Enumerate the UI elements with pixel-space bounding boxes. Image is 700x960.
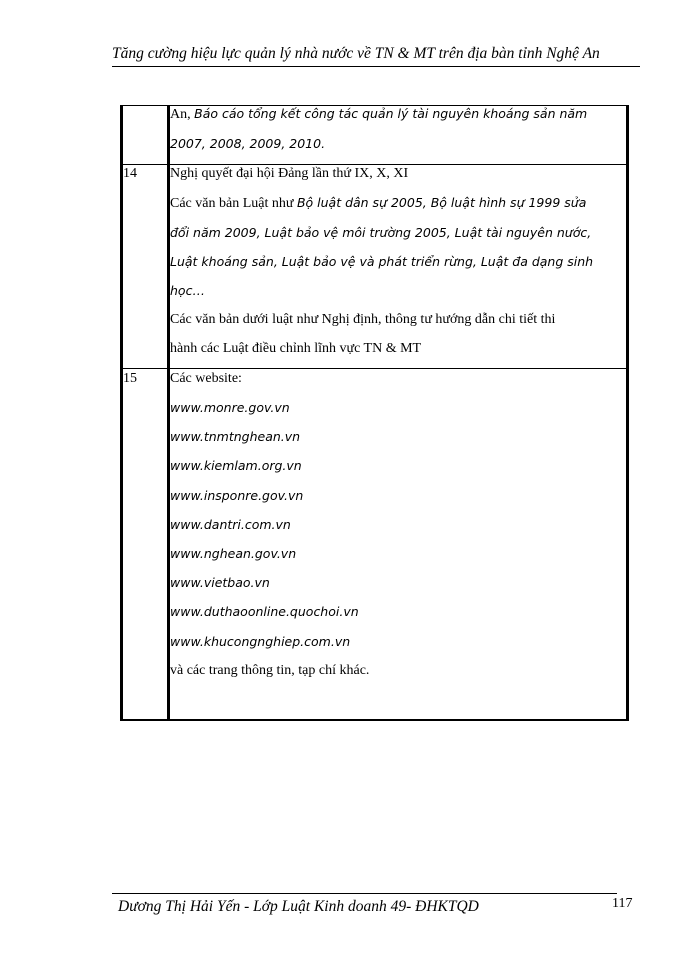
website-item: www.dantri.com.vn — [170, 517, 291, 532]
row14-laws-line4: học… — [170, 283, 205, 298]
row13-lead: An, — [170, 107, 191, 122]
website-item: www.duthaoonline.quochoi.vn — [170, 604, 359, 619]
website-item: www.monre.gov.vn — [170, 400, 290, 415]
footer-rule — [112, 893, 617, 894]
row14-laws-list: Bộ luật dân sự 2005, Bộ luật hình sự 1999 sửa — [296, 195, 587, 210]
table-border-left — [120, 105, 123, 721]
row14-laws-line1 — [170, 195, 586, 212]
row13-years: 2007, 2008, 2009, 2010. — [170, 136, 326, 151]
footer-author: Dương Thị Hải Yến - Lớp Luật Kinh doanh 49- ĐHKTQD — [118, 898, 479, 915]
website-item: www.vietbao.vn — [170, 575, 270, 590]
table-border-right — [626, 105, 629, 721]
row15-number: 15 — [123, 371, 137, 386]
row-divider — [120, 164, 629, 165]
row14-laws-lead: Các văn bản Luật như — [170, 196, 294, 211]
running-header: Tăng cường hiệu lực quản lý nhà nước về TN & MT trên địa bàn tỉnh Nghệ An — [112, 45, 600, 62]
row14-sublaw-line1: Các văn bản dưới luật như Nghị định, thông tư hướng dẫn chi tiết thi — [170, 312, 556, 327]
row14-sublaw-line2: hành các Luật điều chỉnh lĩnh vực TN & MT — [170, 341, 422, 356]
row14-number: 14 — [123, 166, 137, 181]
row14-resolution: Nghị quyết đại hội Đảng lần thứ IX, X, XI — [170, 166, 409, 181]
website-item: www.kiemlam.org.vn — [170, 458, 302, 473]
row-divider — [120, 368, 629, 369]
row14-laws-line2: đổi năm 2009, Luật bảo vệ môi trường 2005, Luật tài nguyên nước, — [170, 225, 592, 240]
website-item: www.insponre.gov.vn — [170, 488, 304, 503]
website-item: www.nghean.gov.vn — [170, 546, 297, 561]
page-number: 117 — [612, 896, 633, 911]
website-item: www.tnmtnghean.vn — [170, 429, 301, 444]
row13-line1 — [170, 106, 587, 123]
row14-laws-line3: Luật khoáng sản, Luật bảo vệ và phát triển rừng, Luật đa dạng sinh — [170, 254, 594, 269]
header-rule — [112, 66, 640, 67]
row15-closing: và các trang thông tin, tạp chí khác. — [170, 663, 370, 678]
row13-report: Báo cáo tổng kết công tác quản lý tài nguyên khoáng sản năm — [194, 106, 588, 121]
website-item: www.khucongnghiep.com.vn — [170, 634, 351, 649]
row15-websites-label: Các website: — [170, 371, 242, 386]
table-border-bottom — [120, 719, 629, 721]
